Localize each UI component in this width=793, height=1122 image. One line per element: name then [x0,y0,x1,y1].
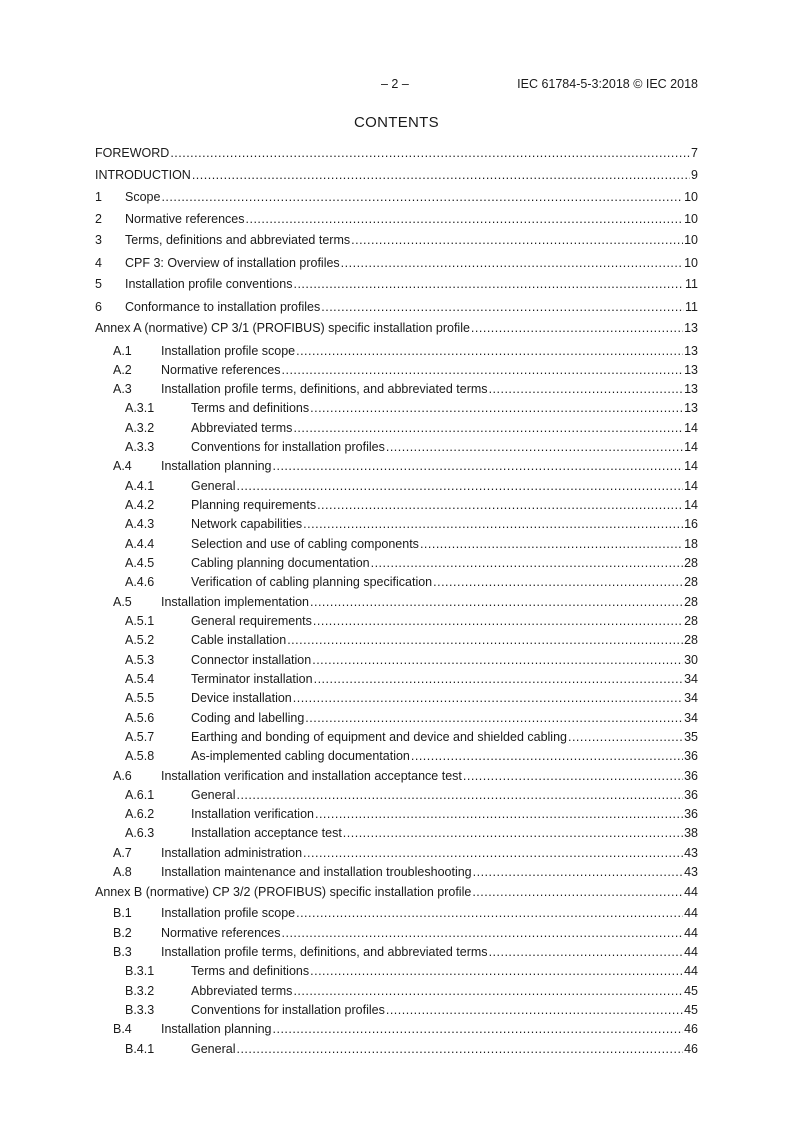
toc-entry-page: 11 [685,277,698,291]
toc-entry-number: A.4 [113,459,132,473]
toc-entry-page: 13 [684,401,698,415]
dot-leader [303,845,683,861]
dot-leader [282,925,684,941]
toc-entry-number: A.5.5 [125,691,155,705]
toc-entry[interactable] [0,905,793,921]
toc-entry-page: 10 [684,256,698,270]
dot-leader [236,1041,683,1057]
toc-entry-title: Conventions for installation profiles [191,1003,385,1017]
toc-entry-number: A.6.1 [125,788,155,802]
toc-entry-title: Annex B (normative) CP 3/2 (PROFIBUS) specific installation profile [95,885,472,899]
toc-entry[interactable] [0,710,793,726]
toc-entry[interactable] [0,458,793,474]
toc-entry[interactable] [0,343,793,359]
toc-entry-page: 14 [684,459,698,473]
dot-leader [293,983,683,999]
toc-entry-page: 34 [684,711,698,725]
dot-leader [273,458,684,474]
toc-entry-page: 14 [684,479,698,493]
dot-leader [282,362,684,378]
toc-entry-number: A.2 [113,363,132,377]
dot-leader [310,400,683,416]
toc-entry-number: A.5.7 [125,730,155,744]
toc-entry-number: A.5.2 [125,633,155,647]
toc-entry-title: Terms and definitions [191,401,310,415]
toc-entry-page: 46 [684,1022,698,1036]
toc-entry[interactable] [0,787,793,803]
toc-entry-title: Earthing and bonding of equipment and device and shielded cabling [191,730,567,744]
toc-entry[interactable] [0,167,793,183]
dot-leader [170,145,690,161]
toc-entry[interactable] [0,748,793,764]
toc-entry-number: 6 [95,300,102,314]
toc-entry-number: A.1 [113,344,132,358]
toc-entry-page: 30 [684,653,698,667]
toc-entry-title: Network capabilities [191,517,303,531]
dot-leader [472,884,683,900]
dot-leader [371,555,683,571]
document-id: IEC 61784-5-3:2018 © IEC 2018 [517,77,698,91]
toc-entry-number: A.4.4 [125,537,155,551]
toc-title: CONTENTS [354,114,439,131]
toc-entry[interactable] [0,420,793,436]
toc-entry-number: A.4.3 [125,517,155,531]
toc-entry[interactable] [0,925,793,941]
dot-leader [321,299,684,315]
toc-entry-page: 14 [684,440,698,454]
toc-entry-number: B.4 [113,1022,132,1036]
toc-entry-title: Conformance to installation profiles [125,300,321,314]
toc-entry[interactable] [0,478,793,494]
toc-entry-title: Selection and use of cabling components [191,537,419,551]
dot-leader [315,806,683,822]
toc-entry-title: Installation verification [191,807,314,821]
toc-entry-title: As-implemented cabling documentation [191,749,410,763]
toc-entry[interactable] [0,1021,793,1037]
toc-entry[interactable] [0,362,793,378]
dot-leader [312,652,683,668]
dot-leader [314,671,684,687]
toc-entry-page: 18 [684,537,698,551]
toc-entry-number: B.3.3 [125,1003,155,1017]
dot-leader [303,516,683,532]
toc-entry[interactable] [0,400,793,416]
toc-entry-title: Device installation [191,691,292,705]
toc-entry-page: 9 [691,168,698,182]
toc-entry-number: A.4.6 [125,575,155,589]
toc-entry-number: B.3.2 [125,984,155,998]
toc-entry-page: 28 [684,575,698,589]
toc-entry-page: 38 [684,826,698,840]
toc-entry-title: Installation implementation [161,595,309,609]
dot-leader [310,963,683,979]
toc-entry[interactable] [0,864,793,880]
toc-entry[interactable] [0,963,793,979]
toc-entry[interactable] [0,594,793,610]
toc-entry-number: A.5.3 [125,653,155,667]
toc-entry-page: 44 [684,926,698,940]
dot-leader [489,944,684,960]
toc-entry[interactable] [0,299,793,315]
dot-leader [386,1002,683,1018]
toc-entry-number: A.3.1 [125,401,155,415]
toc-entry-title: General requirements [191,614,312,628]
toc-entry-page: 43 [684,846,698,860]
toc-entry-page: 44 [684,906,698,920]
toc-entry[interactable] [0,845,793,861]
toc-entry[interactable] [0,255,793,271]
toc-entry[interactable] [0,632,793,648]
toc-entry-page: 36 [684,749,698,763]
toc-entry-number: A.3.3 [125,440,155,454]
toc-entry-title: Installation profile terms, definitions, and abbreviated terms [161,945,488,959]
toc-entry-page: 36 [684,769,698,783]
toc-entry[interactable] [0,825,793,841]
toc-entry-title: FOREWORD [95,146,170,160]
toc-entry-number: B.3 [113,945,132,959]
dot-leader [293,276,684,292]
toc-entry[interactable] [0,729,793,745]
toc-entry-title: Installation profile terms, definitions, and abbreviated terms [161,382,488,396]
dot-leader [420,536,683,552]
toc-entry-page: 34 [684,672,698,686]
toc-entry-page: 13 [684,344,698,358]
toc-entry-title: Terminator installation [191,672,313,686]
toc-entry-title: Installation acceptance test [191,826,342,840]
toc-entry[interactable] [0,189,793,205]
toc-entry[interactable] [0,439,793,455]
toc-entry-page: 44 [684,945,698,959]
dot-leader [313,613,683,629]
toc-entry-page: 7 [691,146,698,160]
toc-entry[interactable] [0,806,793,822]
dot-leader [236,787,683,803]
toc-entry-title: Conventions for installation profiles [191,440,385,454]
toc-entry-page: 28 [684,595,698,609]
dot-leader [296,343,683,359]
toc-entry-number: B.4.1 [125,1042,155,1056]
toc-entry-number: A.5.1 [125,614,155,628]
dot-leader [351,232,683,248]
toc-entry[interactable] [0,768,793,784]
dot-leader [568,729,683,745]
toc-entry-number: 1 [95,190,102,204]
dot-leader [273,1021,684,1037]
toc-entry-page: 10 [684,233,698,247]
page-header [0,77,793,93]
toc-entry[interactable] [0,671,793,687]
toc-entry[interactable] [0,574,793,590]
toc-entry-page: 10 [684,212,698,226]
toc-entry-title: Coding and labelling [191,711,305,725]
toc-entry-number: A.5.8 [125,749,155,763]
toc-entry[interactable] [0,555,793,571]
toc-entry-page: 45 [684,1003,698,1017]
dot-leader [161,189,683,205]
toc-entry-title: Installation verification and installation acceptance test [161,769,462,783]
toc-entry-title: Cabling planning documentation [191,556,370,570]
toc-entry-page: 45 [684,984,698,998]
toc-entry-page: 10 [684,190,698,204]
toc-entry-title: General [191,479,236,493]
dot-leader [317,497,683,513]
dot-leader [343,825,683,841]
toc-entry-page: 14 [684,498,698,512]
toc-entry-number: A.7 [113,846,132,860]
toc-entry-number: 3 [95,233,102,247]
toc-entry[interactable] [0,944,793,960]
dot-leader [473,864,683,880]
toc-entry-title: Installation maintenance and installation troubleshooting [161,865,472,879]
toc-entry-page: 28 [684,556,698,570]
toc-entry-number: A.3.2 [125,421,155,435]
toc-entry[interactable] [0,516,793,532]
toc-entry-title: Normative references [161,926,281,940]
dot-leader [411,748,683,764]
toc-entry-number: A.4.2 [125,498,155,512]
toc-entry-page: 14 [684,421,698,435]
page-number: – 2 – [381,77,409,91]
toc-entry-number: A.6.2 [125,807,155,821]
toc-entry-title: Verification of cabling planning specification [191,575,433,589]
dot-leader [305,710,683,726]
dot-leader [293,420,683,436]
toc-entry-number: 5 [95,277,102,291]
toc-entry[interactable] [0,536,793,552]
dot-leader [386,439,683,455]
toc-entry[interactable] [0,145,793,161]
toc-entry-title: Cable installation [191,633,287,647]
toc-entry[interactable] [0,613,793,629]
dot-leader [471,320,683,336]
toc-entry-title: INTRODUCTION [95,168,191,182]
toc-entry-title: Installation planning [161,1022,272,1036]
toc-entry-title: Terms and definitions [191,964,310,978]
toc-entry-page: 43 [684,865,698,879]
toc-entry-page: 36 [684,807,698,821]
toc-entry-number: B.1 [113,906,132,920]
toc-entry-title: Abbreviated terms [191,421,293,435]
toc-entry-number: A.4.1 [125,479,155,493]
dot-leader [293,690,683,706]
toc-entry-page: 13 [684,382,698,396]
toc-entry-title: Terms, definitions and abbreviated terms [125,233,351,247]
toc-entry[interactable] [0,276,793,292]
toc-entry-page: 28 [684,633,698,647]
toc-entry-page: 28 [684,614,698,628]
dot-leader [489,381,684,397]
toc-entry-number: A.6 [113,769,132,783]
toc-entry-title: Scope [125,190,161,204]
dot-leader [433,574,683,590]
toc-entry-number: B.3.1 [125,964,155,978]
toc-entry-page: 11 [685,300,698,314]
toc-entry-title: Normative references [161,363,281,377]
toc-entry-number: A.3 [113,382,132,396]
dot-leader [310,594,683,610]
toc-entry[interactable] [0,1002,793,1018]
toc-entry-number: A.5.6 [125,711,155,725]
toc-entry-number: A.8 [113,865,132,879]
dot-leader [296,905,683,921]
toc-entry-title: Installation profile scope [161,906,296,920]
toc-entry-title: CPF 3: Overview of installation profiles [125,256,340,270]
dot-leader [246,211,684,227]
toc-entry-title: General [191,788,236,802]
toc-entry-page: 34 [684,691,698,705]
toc-entry-page: 13 [684,321,698,335]
toc-entry-page: 36 [684,788,698,802]
toc-entry-page: 35 [684,730,698,744]
toc-entry[interactable] [0,381,793,397]
toc-entry[interactable] [0,884,793,900]
toc-entry-title: Connector installation [191,653,312,667]
toc-entry[interactable] [0,652,793,668]
toc-entry-page: 46 [684,1042,698,1056]
toc-entry-page: 16 [684,517,698,531]
toc-entry-number: 4 [95,256,102,270]
toc-entry[interactable] [0,690,793,706]
toc-entry-title: Installation profile scope [161,344,296,358]
toc-entry-number: A.4.5 [125,556,155,570]
toc-entry[interactable] [0,497,793,513]
toc-entry-title: Normative references [125,212,245,226]
toc-entry-number: 2 [95,212,102,226]
toc-entry-page: 13 [684,363,698,377]
dot-leader [341,255,683,271]
dot-leader [192,167,690,183]
toc-entry[interactable] [0,320,793,336]
toc-entry[interactable] [0,983,793,999]
toc-entry-title: Installation administration [161,846,303,860]
toc-entry[interactable] [0,1041,793,1057]
toc-entry-title: Abbreviated terms [191,984,293,998]
toc-entry-title: Annex A (normative) CP 3/1 (PROFIBUS) specific installation profile [95,321,470,335]
toc-entry-title: Installation profile conventions [125,277,293,291]
toc-entry-page: 44 [684,964,698,978]
toc-entry-title: Planning requirements [191,498,317,512]
toc-entry-number: B.2 [113,926,132,940]
dot-leader [287,632,683,648]
toc-entry[interactable] [0,232,793,248]
toc-entry-number: A.5.4 [125,672,155,686]
toc-entry[interactable] [0,211,793,227]
dot-leader [236,478,683,494]
toc-entry-number: A.6.3 [125,826,155,840]
toc-entry-page: 44 [684,885,698,899]
dot-leader [463,768,683,784]
toc-entry-title: General [191,1042,236,1056]
toc-entry-number: A.5 [113,595,132,609]
toc-entry-title: Installation planning [161,459,272,473]
